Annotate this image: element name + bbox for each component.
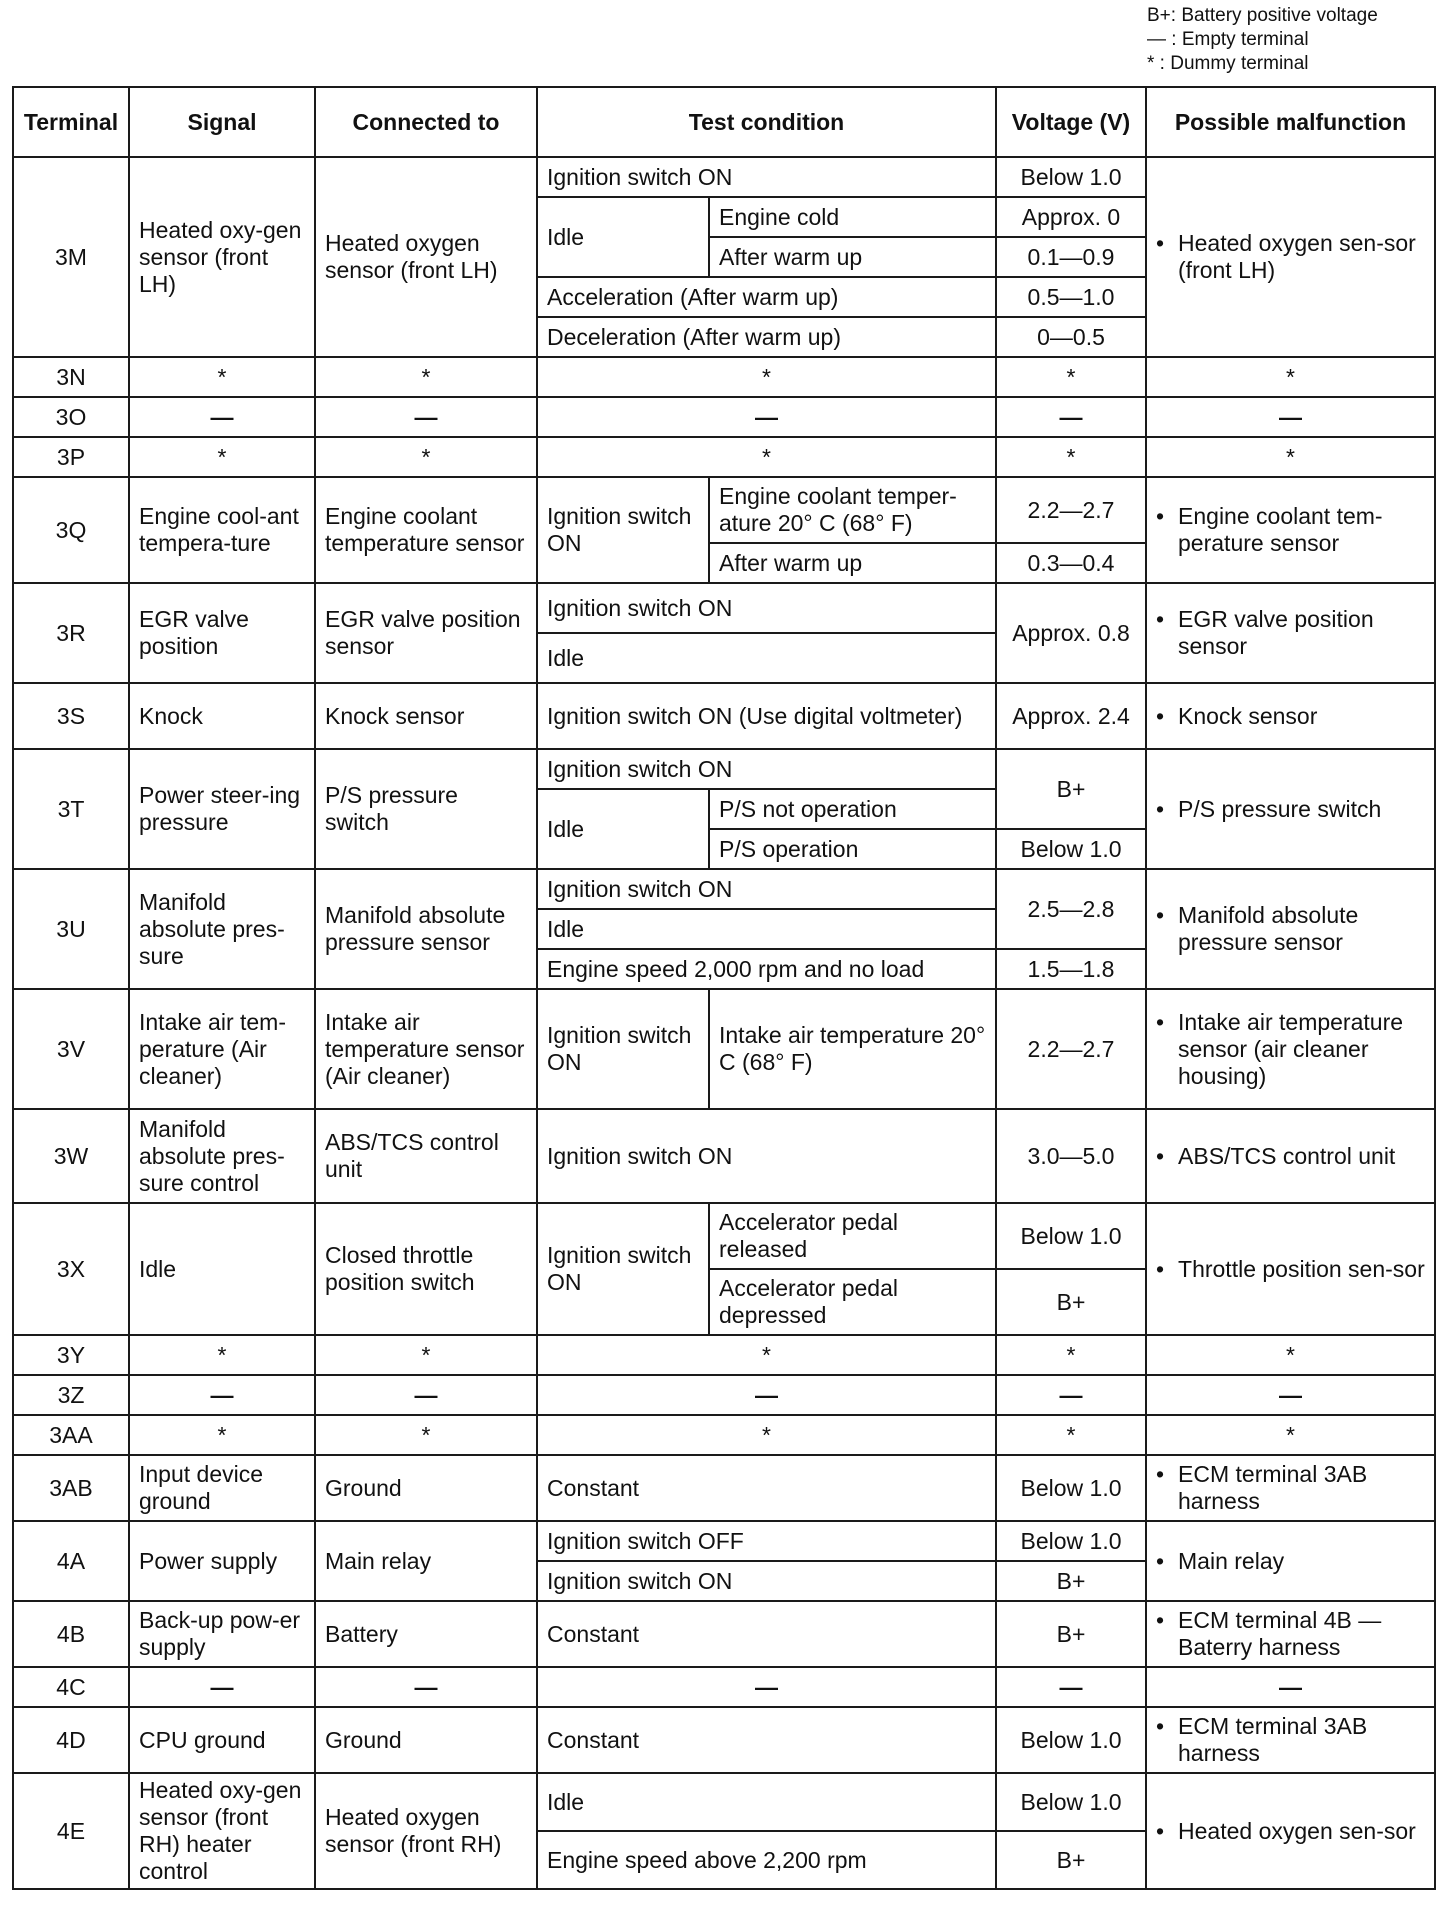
header-row bbox=[13, 87, 1435, 157]
terminal-cell: 3P bbox=[13, 437, 129, 477]
condition-cell: Constant bbox=[537, 1455, 996, 1521]
voltage-cell: 2.2—2.7 bbox=[996, 477, 1146, 543]
table-row bbox=[13, 1773, 1435, 1831]
malfunction-cell bbox=[1146, 583, 1435, 683]
dummy-mark: * bbox=[315, 1335, 537, 1375]
bullet-icon: • bbox=[1156, 1713, 1165, 1739]
condition-cell: Ignition switch OFF bbox=[537, 1521, 996, 1561]
voltage-cell: B+ bbox=[996, 1831, 1146, 1889]
legend-battery: B+: Battery positive voltage bbox=[1147, 5, 1378, 26]
voltage-cell: Below 1.0 bbox=[996, 157, 1146, 197]
condition-cell: Ignition switch ON bbox=[537, 869, 996, 909]
condition-cell: Accelerator pedal released bbox=[709, 1203, 996, 1269]
voltage-cell: 1.5—1.8 bbox=[996, 949, 1146, 989]
dummy-mark: * bbox=[1146, 357, 1435, 397]
malfunction-cell bbox=[1146, 477, 1435, 583]
table-row bbox=[13, 1375, 1435, 1415]
condition-cell: Ignition switch ON bbox=[537, 477, 709, 583]
table-row bbox=[13, 989, 1435, 1109]
malfunction-text: Throttle position sen-sor bbox=[1178, 1255, 1425, 1282]
voltage-cell: Below 1.0 bbox=[996, 1521, 1146, 1561]
header-connected: Connected to bbox=[315, 87, 537, 157]
legend-empty: — : Empty terminal bbox=[1147, 29, 1309, 50]
table-row bbox=[13, 1707, 1435, 1773]
signal-cell: Idle bbox=[129, 1203, 315, 1335]
voltage-cell: Approx. 0.8 bbox=[996, 583, 1146, 683]
condition-cell: Ignition switch ON bbox=[537, 989, 709, 1109]
signal-cell: Heated oxy-gen sensor (front LH) bbox=[129, 157, 315, 357]
voltage-cell: Below 1.0 bbox=[996, 1203, 1146, 1269]
connected-cell: Intake air temperature sensor (Air cleaner) bbox=[315, 989, 537, 1109]
voltage-cell: Below 1.0 bbox=[996, 1455, 1146, 1521]
signal-cell: Manifold absolute pres-sure control bbox=[129, 1109, 315, 1203]
bullet-icon: • bbox=[1156, 795, 1165, 822]
malfunction-text: Main relay bbox=[1178, 1547, 1285, 1574]
condition-cell: Ignition switch ON bbox=[537, 1561, 996, 1601]
terminal-cell: 3X bbox=[13, 1203, 129, 1335]
malfunction-text: Intake air temperature sensor (air cleaner housing) bbox=[1178, 1008, 1404, 1089]
connected-cell: Knock sensor bbox=[315, 683, 537, 749]
dummy-mark: * bbox=[996, 357, 1146, 397]
dummy-mark: * bbox=[315, 357, 537, 397]
malfunction-text: EGR valve position sensor bbox=[1178, 606, 1374, 659]
condition-cell: Idle bbox=[537, 1773, 996, 1831]
dummy-mark: * bbox=[129, 1415, 315, 1455]
condition-cell: Ignition switch ON bbox=[537, 749, 996, 789]
condition-cell: Intake air temperature 20° C (68° F) bbox=[709, 989, 996, 1109]
condition-cell: Constant bbox=[537, 1601, 996, 1667]
connected-cell: Main relay bbox=[315, 1521, 537, 1601]
bullet-icon: • bbox=[1156, 606, 1165, 632]
table-row bbox=[13, 1109, 1435, 1203]
malfunction-cell bbox=[1146, 1455, 1435, 1521]
dummy-mark: * bbox=[537, 1335, 996, 1375]
bullet-icon: • bbox=[1156, 1817, 1165, 1844]
terminal-cell: 4B bbox=[13, 1601, 129, 1667]
bullet-icon: • bbox=[1156, 1142, 1165, 1169]
signal-cell: Intake air tem-perature (Air cleaner) bbox=[129, 989, 315, 1109]
malfunction-text: Knock sensor bbox=[1178, 702, 1318, 729]
voltage-cell: 0—0.5 bbox=[996, 317, 1146, 357]
dummy-mark: * bbox=[1146, 1335, 1435, 1375]
header-malfunction: Possible malfunction bbox=[1146, 87, 1435, 157]
table-row bbox=[13, 1335, 1435, 1375]
table-row bbox=[13, 157, 1435, 197]
signal-cell: Back-up pow-er supply bbox=[129, 1601, 315, 1667]
table-row bbox=[13, 869, 1435, 909]
malfunction-text: Manifold absolute pressure sensor bbox=[1178, 902, 1359, 955]
condition-cell: Ignition switch ON bbox=[537, 1109, 996, 1203]
table-row bbox=[13, 1521, 1435, 1561]
condition-cell: Engine cold bbox=[709, 197, 996, 237]
terminal-cell: 3Z bbox=[13, 1375, 129, 1415]
malfunction-cell bbox=[1146, 1707, 1435, 1773]
malfunction-text: Engine coolant tem-perature sensor bbox=[1178, 503, 1383, 556]
empty-mark: — bbox=[315, 1667, 537, 1707]
condition-cell: Acceleration (After warm up) bbox=[537, 277, 996, 317]
dummy-mark: * bbox=[537, 1415, 996, 1455]
table-row bbox=[13, 477, 1435, 543]
signal-cell: Power steer-ing pressure bbox=[129, 749, 315, 869]
condition-cell: Idle bbox=[537, 633, 996, 683]
empty-mark: — bbox=[129, 397, 315, 437]
condition-cell: Idle bbox=[537, 789, 709, 869]
malfunction-cell bbox=[1146, 749, 1435, 869]
connected-cell: ABS/TCS control unit bbox=[315, 1109, 537, 1203]
condition-cell: After warm up bbox=[709, 237, 996, 277]
terminal-cell: 3Q bbox=[13, 477, 129, 583]
voltage-cell: 3.0—5.0 bbox=[996, 1109, 1146, 1203]
connected-cell: Closed throttle position switch bbox=[315, 1203, 537, 1335]
signal-cell: Engine cool-ant tempera-ture bbox=[129, 477, 315, 583]
connected-cell: Ground bbox=[315, 1455, 537, 1521]
voltage-cell: 2.5—2.8 bbox=[996, 869, 1146, 949]
table-row bbox=[13, 1601, 1435, 1667]
condition-cell: Ignition switch ON bbox=[537, 583, 996, 633]
voltage-cell: 0.5—1.0 bbox=[996, 277, 1146, 317]
bullet-icon: • bbox=[1156, 503, 1165, 529]
condition-cell: Engine coolant temper-ature 20° C (68° F) bbox=[709, 477, 996, 543]
condition-cell: P/S not operation bbox=[709, 789, 996, 829]
table-row bbox=[13, 1455, 1435, 1521]
bullet-icon: • bbox=[1156, 1461, 1165, 1487]
voltage-cell: B+ bbox=[996, 1269, 1146, 1335]
empty-mark: — bbox=[315, 397, 537, 437]
table-row bbox=[13, 583, 1435, 633]
connected-cell: P/S pressure switch bbox=[315, 749, 537, 869]
malfunction-cell bbox=[1146, 1109, 1435, 1203]
dummy-mark: * bbox=[129, 437, 315, 477]
condition-cell: After warm up bbox=[709, 543, 996, 583]
voltage-cell: 2.2—2.7 bbox=[996, 989, 1146, 1109]
table-row bbox=[13, 749, 1435, 789]
malfunction-cell bbox=[1146, 1203, 1435, 1335]
empty-mark: — bbox=[537, 1375, 996, 1415]
dummy-mark: * bbox=[996, 1415, 1146, 1455]
dummy-mark: * bbox=[996, 1335, 1146, 1375]
table-row bbox=[13, 1667, 1435, 1707]
terminal-cell: 3M bbox=[13, 157, 129, 357]
voltage-cell: Below 1.0 bbox=[996, 829, 1146, 869]
terminal-cell: 4D bbox=[13, 1707, 129, 1773]
empty-mark: — bbox=[315, 1375, 537, 1415]
empty-mark: — bbox=[1146, 1667, 1435, 1707]
empty-mark: — bbox=[996, 1667, 1146, 1707]
voltage-cell: Approx. 2.4 bbox=[996, 683, 1146, 749]
terminal-cell: 4C bbox=[13, 1667, 129, 1707]
voltage-cell: B+ bbox=[996, 749, 1146, 829]
header-signal: Signal bbox=[129, 87, 315, 157]
malfunction-cell bbox=[1146, 989, 1435, 1109]
signal-cell: Manifold absolute pres-sure bbox=[129, 869, 315, 989]
signal-cell: EGR valve position bbox=[129, 583, 315, 683]
empty-mark: — bbox=[1146, 397, 1435, 437]
table-row bbox=[13, 683, 1435, 749]
dummy-mark: * bbox=[537, 437, 996, 477]
signal-cell: Knock bbox=[129, 683, 315, 749]
table-row bbox=[13, 1203, 1435, 1269]
malfunction-cell bbox=[1146, 869, 1435, 989]
malfunction-cell bbox=[1146, 1521, 1435, 1601]
dummy-mark: * bbox=[129, 357, 315, 397]
bullet-icon: • bbox=[1156, 1008, 1165, 1035]
connected-cell: Manifold absolute pressure sensor bbox=[315, 869, 537, 989]
condition-cell: Constant bbox=[537, 1707, 996, 1773]
condition-cell: Engine speed above 2,200 rpm bbox=[537, 1831, 996, 1889]
signal-cell: Input device ground bbox=[129, 1455, 315, 1521]
condition-cell: Ignition switch ON bbox=[537, 1203, 709, 1335]
malfunction-text: ECM terminal 3AB harness bbox=[1178, 1713, 1368, 1766]
malfunction-cell bbox=[1146, 157, 1435, 357]
header-test: Test condition bbox=[537, 87, 996, 157]
signal-cell: CPU ground bbox=[129, 1707, 315, 1773]
terminal-cell: 3R bbox=[13, 583, 129, 683]
terminal-cell: 3AA bbox=[13, 1415, 129, 1455]
terminal-cell: 3S bbox=[13, 683, 129, 749]
empty-mark: — bbox=[1146, 1375, 1435, 1415]
legend-dummy: * : Dummy terminal bbox=[1147, 53, 1309, 74]
connected-cell: Ground bbox=[315, 1707, 537, 1773]
malfunction-cell bbox=[1146, 683, 1435, 749]
connected-cell: Heated oxygen sensor (front RH) bbox=[315, 1773, 537, 1889]
connected-cell: Engine coolant temperature sensor bbox=[315, 477, 537, 583]
terminal-cell: 4A bbox=[13, 1521, 129, 1601]
terminal-cell: 3Y bbox=[13, 1335, 129, 1375]
bullet-icon: • bbox=[1156, 1255, 1165, 1282]
dummy-mark: * bbox=[1146, 437, 1435, 477]
malfunction-cell bbox=[1146, 1773, 1435, 1889]
condition-cell: P/S operation bbox=[709, 829, 996, 869]
voltage-cell: Below 1.0 bbox=[996, 1707, 1146, 1773]
condition-cell: Ignition switch ON (Use digital voltmeter) bbox=[537, 683, 996, 749]
dummy-mark: * bbox=[129, 1335, 315, 1375]
condition-cell: Deceleration (After warm up) bbox=[537, 317, 996, 357]
empty-mark: — bbox=[129, 1667, 315, 1707]
voltage-cell: Approx. 0 bbox=[996, 197, 1146, 237]
malfunction-text: Heated oxygen sen-sor (front LH) bbox=[1178, 230, 1416, 283]
empty-mark: — bbox=[129, 1375, 315, 1415]
voltage-cell: 0.3—0.4 bbox=[996, 543, 1146, 583]
voltage-cell: B+ bbox=[996, 1601, 1146, 1667]
header-voltage: Voltage (V) bbox=[996, 87, 1146, 157]
header-terminal: Terminal bbox=[13, 87, 129, 157]
malfunction-text: ECM terminal 3AB harness bbox=[1178, 1461, 1368, 1514]
bullet-icon: • bbox=[1156, 1607, 1165, 1633]
legend bbox=[1147, 4, 1378, 76]
table-row bbox=[13, 437, 1435, 477]
condition-cell: Idle bbox=[537, 197, 709, 277]
terminal-cell: 3T bbox=[13, 749, 129, 869]
terminal-cell: 3AB bbox=[13, 1455, 129, 1521]
voltage-cell: B+ bbox=[996, 1561, 1146, 1601]
condition-cell: Engine speed 2,000 rpm and no load bbox=[537, 949, 996, 989]
malfunction-text: ABS/TCS control unit bbox=[1178, 1142, 1396, 1169]
dummy-mark: * bbox=[996, 437, 1146, 477]
bullet-icon: • bbox=[1156, 230, 1165, 256]
table-row bbox=[13, 357, 1435, 397]
condition-cell: Accelerator pedal depressed bbox=[709, 1269, 996, 1335]
terminal-cell: 3U bbox=[13, 869, 129, 989]
voltage-cell: Below 1.0 bbox=[996, 1773, 1146, 1831]
terminal-cell: 3V bbox=[13, 989, 129, 1109]
terminal-cell: 3O bbox=[13, 397, 129, 437]
connected-cell: Heated oxygen sensor (front LH) bbox=[315, 157, 537, 357]
malfunction-text: P/S pressure switch bbox=[1178, 795, 1382, 822]
signal-cell: Power supply bbox=[129, 1521, 315, 1601]
condition-cell: Ignition switch ON bbox=[537, 157, 996, 197]
signal-cell: Heated oxy-gen sensor (front RH) heater control bbox=[129, 1773, 315, 1889]
empty-mark: — bbox=[537, 1667, 996, 1707]
table-row bbox=[13, 1415, 1435, 1455]
bullet-icon: • bbox=[1156, 1547, 1165, 1574]
dummy-mark: * bbox=[315, 437, 537, 477]
terminal-cell: 3N bbox=[13, 357, 129, 397]
connected-cell: EGR valve position sensor bbox=[315, 583, 537, 683]
empty-mark: — bbox=[996, 1375, 1146, 1415]
dummy-mark: * bbox=[315, 1415, 537, 1455]
malfunction-text: ECM terminal 4B — Baterry harness bbox=[1178, 1607, 1382, 1660]
empty-mark: — bbox=[537, 397, 996, 437]
bullet-icon: • bbox=[1156, 902, 1165, 928]
ecm-terminal-table bbox=[12, 86, 1436, 1890]
table-row bbox=[13, 397, 1435, 437]
dummy-mark: * bbox=[537, 357, 996, 397]
terminal-cell: 3W bbox=[13, 1109, 129, 1203]
bullet-icon: • bbox=[1156, 702, 1165, 729]
dummy-mark: * bbox=[1146, 1415, 1435, 1455]
malfunction-text: Heated oxygen sen-sor bbox=[1178, 1817, 1416, 1844]
terminal-cell: 4E bbox=[13, 1773, 129, 1889]
empty-mark: — bbox=[996, 397, 1146, 437]
connected-cell: Battery bbox=[315, 1601, 537, 1667]
malfunction-cell bbox=[1146, 1601, 1435, 1667]
condition-cell: Idle bbox=[537, 909, 996, 949]
voltage-cell: 0.1—0.9 bbox=[996, 237, 1146, 277]
